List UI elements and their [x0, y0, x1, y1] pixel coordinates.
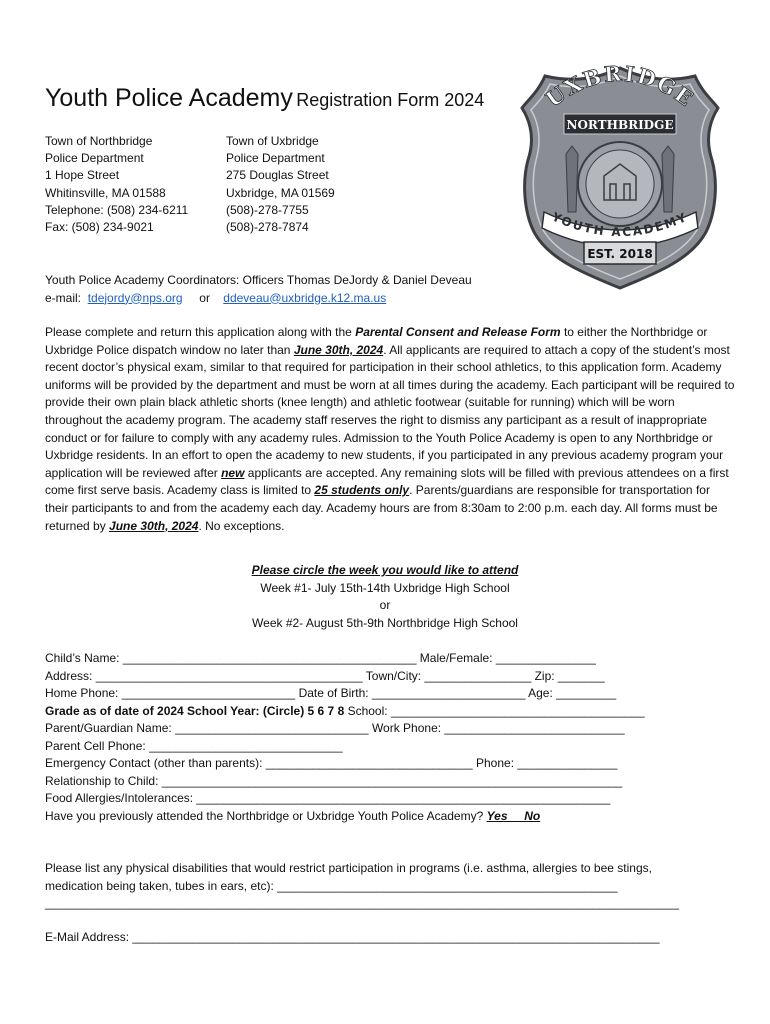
attended-no-option[interactable]: No: [524, 808, 541, 823]
row-attended: [45, 808, 735, 826]
week-or: or: [379, 598, 391, 613]
allergies-field[interactable]: Food Allergies/Intolerances: ______________________________________________________________: [45, 791, 611, 805]
attended-yes-option[interactable]: Yes: [486, 808, 508, 823]
northbridge-telephone: Telephone: (508) 234-6211: [45, 202, 189, 217]
instr-p4: applicants are accepted. Any remaining slots will be filled with previous attendees on a first come first serve basis. Academy class is limited to: [45, 465, 729, 498]
grade-field[interactable]: Grade as of date of 2024 School Year: (Circle) 5 6 7 8: [45, 703, 345, 718]
northbridge-fax: Fax: (508) 234-9021: [45, 220, 154, 235]
youth-academy-badge-logo: [520, 62, 720, 292]
uxbridge-address-block: [226, 133, 335, 236]
deadline-1: June 30th, 2024: [293, 342, 384, 357]
zip-field[interactable]: Zip: _______: [531, 668, 605, 683]
email-or: or: [199, 290, 210, 305]
address-field[interactable]: Address: ________________________________________: [45, 668, 363, 683]
student-limit: 25 students only: [314, 483, 410, 498]
uxbridge-dept: Police Department: [226, 151, 325, 166]
northbridge-city: Whitinsville, MA 01588: [45, 185, 166, 200]
registration-fields: [45, 650, 735, 825]
week-2-option[interactable]: Week #2- August 5th-9th Northbridge High School: [252, 615, 518, 630]
badge-arc-text: YOUTH ACADEMY: [549, 209, 691, 240]
email-link-deveau[interactable]: ddeveau@uxbridge.k12.ma.us: [223, 290, 387, 305]
uxbridge-city: Uxbridge, MA 01569: [226, 185, 335, 200]
instr-p5: . Parents/guardians are responsible for transportation for their participants to and from the academy each day. Academy hours are from 8:30am to 2:00 p.m. each day. All forms must be returned by: [45, 483, 718, 533]
consent-form-name: Parental Consent and Release Form: [355, 325, 561, 339]
uxbridge-town: Town of Uxbridge: [226, 134, 319, 148]
coordinators-block: [45, 272, 472, 307]
badge-banner-text: NORTHBRIDGE: [566, 118, 674, 132]
home-phone-field[interactable]: Home Phone: __________________________: [45, 686, 296, 700]
instructions-paragraph: [45, 324, 735, 535]
northbridge-dept: Police Department: [45, 151, 144, 166]
town-field[interactable]: Town/City: ________________: [362, 668, 532, 683]
row-child: [45, 650, 735, 668]
instr-p3: . All applicants are required to attach a copy of the student’s most recent doctor’s physical exam, similar to that required for participation in their school athletics, to this application form. Academy uniforms will be provided by the department and must be worn at all times during the academy. Each participant will be required to provide their own plain black athletic shorts (knee length) and athletic footwear (suitable for running) which will be worn throughout the academy program. The academy staff reserves the right to dismiss any participant as a result of inappropriate conduct or for failure to comply with any academy rules. Admission to the Youth Police Academy is open to any Northbridge or Uxbridge residents. In an effort to open the academy to new students, if you participated in any previous academy program your application will be reviewed after: [45, 342, 735, 480]
week-1-option[interactable]: Week #1- July 15th-14th Uxbridge High School: [260, 580, 510, 595]
disabilities-prompt: Please list any physical disabilities that would restrict participation in programs (i.e. asthma, allergies to bee stings,: [45, 861, 652, 875]
disabilities-field-continued[interactable]: _______________________________________________________________________________________________: [45, 896, 680, 911]
relationship-field[interactable]: Relationship to Child: _____________________________________________________________________: [45, 773, 623, 788]
row-address: [45, 668, 735, 686]
row-grade: [45, 703, 735, 721]
email-label: e-mail:: [45, 290, 82, 305]
disabilities-field[interactable]: medication being taken, tubes in ears, etc): ___________________________________________________: [45, 878, 618, 893]
email-link-dejordy[interactable]: tdejordy@nps.org: [87, 290, 183, 305]
title-sub: Registration Form 2024: [296, 90, 485, 110]
northbridge-address-block: [45, 133, 188, 236]
week-selection: [45, 562, 725, 632]
badge-figure-left: [566, 146, 578, 212]
instr-p2: to either the Northbridge or Uxbridge Police dispatch window no later than: [45, 325, 708, 357]
child-name-field[interactable]: Child’s Name: ____________________________________________: [45, 651, 417, 665]
badge-seal-inner: [586, 150, 654, 218]
school-field[interactable]: School: ______________________________________: [344, 703, 645, 718]
title-main: Youth Police Academy: [45, 84, 293, 112]
northbridge-town: Town of Northbridge: [45, 134, 153, 148]
coordinators-email-line: [45, 290, 472, 308]
work-phone-field[interactable]: Work Phone: ___________________________: [368, 721, 625, 735]
badge-est-text: EST. 2018: [587, 247, 653, 261]
email-address-field[interactable]: E-Mail Address: _______________________________________________________________________________: [45, 930, 660, 944]
emergency-contact-field[interactable]: Emergency Contact (other than parents): _______________________________: [45, 756, 473, 770]
instr-p1: Please complete and return this application along with the: [45, 325, 356, 339]
row-allergies: [45, 790, 735, 808]
week-heading: Please circle the week you would like to attend: [251, 563, 519, 577]
dob-field[interactable]: Date of Birth: _______________________: [295, 686, 526, 700]
row-cell: [45, 738, 735, 756]
age-field[interactable]: Age: _________: [525, 686, 617, 700]
deadline-2: June 30th, 2024: [109, 518, 199, 533]
row-relationship: [45, 773, 735, 791]
row-phone: [45, 685, 735, 703]
new-emphasis: new: [221, 465, 245, 480]
attended-question: Have you previously attended the Northbridge or Uxbridge Youth Police Academy?: [45, 808, 487, 823]
parent-cell-field[interactable]: Parent Cell Phone: _____________________________: [45, 738, 343, 753]
row-emergency: [45, 755, 735, 773]
coordinators-line: Youth Police Academy Coordinators: Officers Thomas DeJordy & Daniel Deveau: [45, 273, 472, 287]
row-parent: [45, 720, 735, 738]
page-title: [45, 84, 484, 113]
instr-p6: . No exceptions.: [198, 518, 285, 533]
male-female-field[interactable]: Male/Female: _______________: [416, 651, 596, 665]
badge-top-text: UXBRIDGE: [541, 62, 700, 112]
uxbridge-phone-2: (508)-278-7874: [226, 220, 309, 235]
uxbridge-phone: (508)-278-7755: [226, 202, 309, 217]
emergency-phone-field[interactable]: Phone: _______________: [472, 756, 618, 770]
uxbridge-street: 275 Douglas Street: [226, 168, 329, 183]
northbridge-street: 1 Hope Street: [45, 168, 120, 183]
parent-name-field[interactable]: Parent/Guardian Name: _____________________________: [45, 721, 369, 735]
disabilities-block: [45, 860, 735, 913]
badge-figure-right: [662, 146, 674, 212]
